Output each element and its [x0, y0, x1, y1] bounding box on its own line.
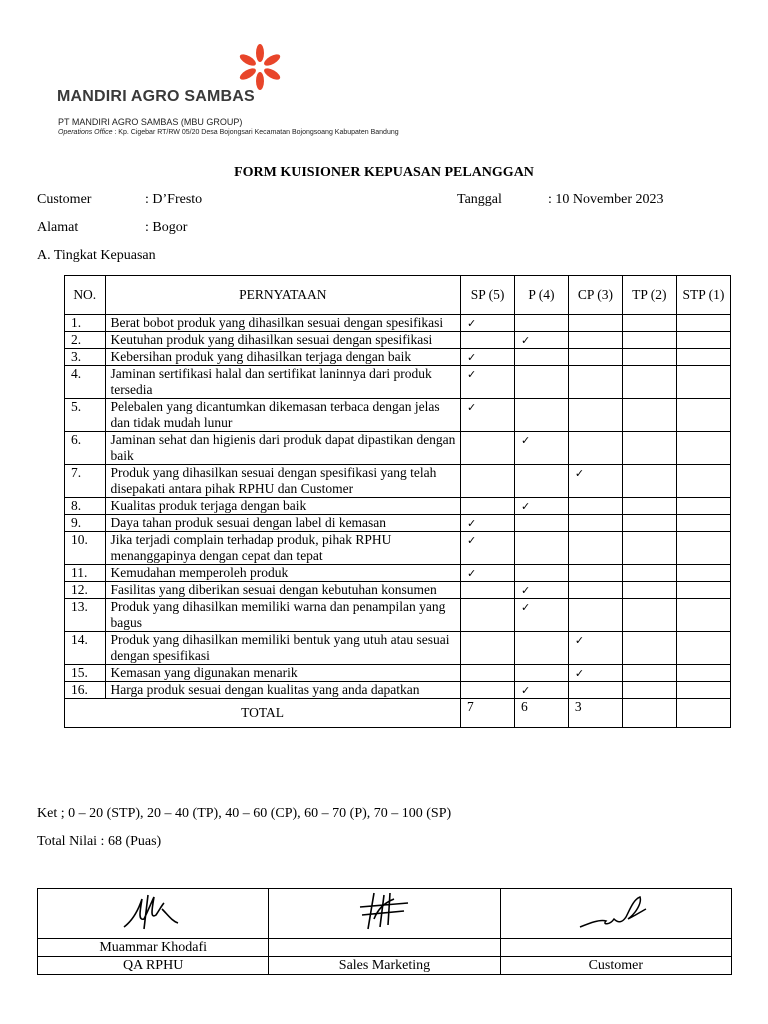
rating-cell [461, 399, 515, 432]
row-number: 12. [65, 582, 106, 599]
rating-cell [461, 599, 515, 632]
table-row [65, 349, 731, 366]
signature-customer [500, 889, 731, 939]
check-icon: ✓ [467, 317, 477, 330]
table-row [65, 332, 731, 349]
rating-cell [461, 682, 515, 699]
header-stp: STP (1) [676, 276, 730, 315]
rating-cell [568, 532, 622, 565]
rating-cell [568, 332, 622, 349]
row-number: 4. [65, 366, 106, 399]
rating-cell [622, 682, 676, 699]
row-statement: Jika terjadi complain terhadap produk, pihak RPHU menanggapinya dengan cepat dan tepat [105, 532, 461, 565]
rating-cell [568, 665, 622, 682]
signature-image-row [38, 889, 732, 939]
row-statement: Pelebalen yang dicantumkan dikemasan terbaca dengan jelas dan tidak mudah lunur [105, 399, 461, 432]
check-icon: ✓ [520, 601, 531, 614]
date-label: Tanggal [457, 192, 502, 207]
total-stp [676, 699, 730, 728]
check-icon: ✓ [467, 517, 477, 530]
rating-cell [622, 366, 676, 399]
rating-cell [622, 532, 676, 565]
rating-cell [676, 532, 730, 565]
rating-cell [514, 498, 568, 515]
table-row [65, 366, 731, 399]
rating-cell [568, 599, 622, 632]
table-row [65, 632, 731, 665]
rating-cell [622, 599, 676, 632]
total-label: TOTAL [65, 699, 461, 728]
rating-cell [461, 532, 515, 565]
check-icon: ✓ [467, 567, 477, 580]
date-value: : 10 November 2023 [548, 192, 664, 207]
check-icon: ✓ [467, 351, 477, 364]
rating-cell [461, 582, 515, 599]
rating-cell [622, 498, 676, 515]
rating-cell [461, 349, 515, 366]
customer-label: Customer [37, 192, 92, 207]
rating-cell [676, 465, 730, 498]
rating-cell [676, 315, 730, 332]
rating-cell [676, 498, 730, 515]
signature-customer-image [576, 889, 656, 933]
signer-role-qa: QA RPHU [38, 957, 269, 975]
rating-cell [461, 465, 515, 498]
rating-cell [461, 315, 515, 332]
rating-cell [568, 399, 622, 432]
check-icon: ✓ [574, 634, 585, 647]
rating-cell [622, 515, 676, 532]
row-number: 6. [65, 432, 106, 465]
row-number: 13. [65, 599, 106, 632]
row-number: 9. [65, 515, 106, 532]
rating-cell [622, 632, 676, 665]
section-title: A. Tingkat Kepuasan [37, 248, 156, 263]
row-number: 15. [65, 665, 106, 682]
total-tp [622, 699, 676, 728]
table-header-row [65, 276, 731, 315]
rating-cell [568, 498, 622, 515]
rating-cell [676, 682, 730, 699]
rating-cell [622, 565, 676, 582]
table-row [65, 599, 731, 632]
header-no: NO. [65, 276, 106, 315]
check-icon: ✓ [520, 434, 531, 447]
form-title: FORM KUISIONER KEPUASAN PELANGGAN [234, 165, 534, 180]
signature-sales [269, 889, 500, 939]
row-number: 2. [65, 332, 106, 349]
row-number: 3. [65, 349, 106, 366]
table-row [65, 665, 731, 682]
row-statement: Kualitas produk terjaga dengan baik [105, 498, 461, 515]
row-statement: Daya tahan produk sesuai dengan label di kemasan [105, 515, 461, 532]
row-statement: Jaminan sehat dan higienis dari produk dapat dipastikan dengan baik [105, 432, 461, 465]
customer-value: : D’Fresto [145, 192, 203, 207]
rating-cell [568, 465, 622, 498]
rating-cell [461, 632, 515, 665]
row-statement: Produk yang dihasilkan memiliki warna dan penampilan yang bagus [105, 599, 461, 632]
signer-role-sales: Sales Marketing [269, 957, 500, 975]
rating-cell [676, 665, 730, 682]
rating-cell [568, 315, 622, 332]
row-statement: Harga produk sesuai dengan kualitas yang anda dapatkan [105, 682, 461, 699]
rating-cell [622, 399, 676, 432]
rating-cell [514, 565, 568, 582]
check-icon: ✓ [467, 368, 477, 381]
rating-cell [676, 332, 730, 349]
table-row [65, 515, 731, 532]
rating-cell [568, 515, 622, 532]
header-p: P (4) [514, 276, 568, 315]
score-legend: Ket ; 0 – 20 (STP), 20 – 40 (TP), 40 – 60 (CP), 60 – 70 (P), 70 – 100 (SP) [37, 806, 452, 821]
rating-cell [514, 399, 568, 432]
rating-cell [676, 349, 730, 366]
signature-role-row [38, 957, 732, 975]
rating-cell [622, 315, 676, 332]
signature-qa-image [118, 889, 188, 933]
rating-cell [676, 432, 730, 465]
total-row [65, 699, 731, 728]
check-icon: ✓ [574, 667, 585, 680]
rating-cell [514, 432, 568, 465]
signature-sales-image [354, 889, 414, 933]
row-statement: Keutuhan produk yang dihasilkan sesuai dengan spesifikasi [105, 332, 461, 349]
rating-cell [676, 565, 730, 582]
rating-cell [461, 515, 515, 532]
rating-cell [622, 349, 676, 366]
table-row [65, 682, 731, 699]
rating-cell [514, 515, 568, 532]
satisfaction-table [64, 275, 731, 728]
company-logo-text: MANDIRI AGRO SAMBAS [57, 88, 255, 105]
check-icon: ✓ [467, 534, 477, 547]
row-statement: Produk yang dihasilkan memiliki bentuk yang utuh atau sesuai dengan spesifikasi [105, 632, 461, 665]
header-sp: SP (5) [461, 276, 515, 315]
rating-cell [676, 366, 730, 399]
total-score: Total Nilai : 68 (Puas) [37, 834, 162, 849]
row-statement: Jaminan sertifikasi halal dan sertifikat laninnya dari produk tersedia [105, 366, 461, 399]
rating-cell [514, 582, 568, 599]
row-statement: Kemasan yang digunakan menarik [105, 665, 461, 682]
rating-cell [568, 366, 622, 399]
rating-cell [514, 632, 568, 665]
signer-name-customer [500, 939, 731, 957]
rating-cell [514, 315, 568, 332]
rating-cell [461, 665, 515, 682]
company-logo-icon [234, 42, 286, 92]
rating-cell [461, 432, 515, 465]
rating-cell [461, 366, 515, 399]
rating-cell [514, 665, 568, 682]
rating-cell [461, 332, 515, 349]
row-number: 11. [65, 565, 106, 582]
rating-cell [676, 632, 730, 665]
rating-cell [568, 432, 622, 465]
rating-cell [622, 465, 676, 498]
table-row [65, 565, 731, 582]
signer-name-sales [269, 939, 500, 957]
row-statement: Berat bobot produk yang dihasilkan sesuai dengan spesifikasi [105, 315, 461, 332]
rating-cell [514, 366, 568, 399]
rating-cell [622, 665, 676, 682]
operations-address-text: : Kp. Cigebar RT/RW 05/20 Desa Bojongsari Kecamatan Bojongsoang Kabupaten Bandung [112, 129, 399, 136]
table-row [65, 399, 731, 432]
total-p: 6 [514, 699, 568, 728]
signature-table [37, 888, 732, 975]
row-statement: Fasilitas yang diberikan sesuai dengan kebutuhan konsumen [105, 582, 461, 599]
rating-cell [461, 565, 515, 582]
signer-name-qa: Muammar Khodafi [38, 939, 269, 957]
rating-cell [676, 582, 730, 599]
row-number: 7. [65, 465, 106, 498]
header-cp: CP (3) [568, 276, 622, 315]
signer-role-customer: Customer [500, 957, 731, 975]
rating-cell [568, 565, 622, 582]
rating-cell [514, 465, 568, 498]
rating-cell [461, 498, 515, 515]
check-icon: ✓ [520, 334, 531, 347]
rating-cell [568, 682, 622, 699]
rating-cell [568, 349, 622, 366]
total-sp: 7 [461, 699, 515, 728]
check-icon: ✓ [467, 401, 477, 414]
check-icon: ✓ [574, 467, 585, 480]
rating-cell [676, 515, 730, 532]
rating-cell [514, 332, 568, 349]
table-row [65, 432, 731, 465]
signature-qa [38, 889, 269, 939]
row-number: 16. [65, 682, 106, 699]
rating-cell [514, 599, 568, 632]
row-statement: Produk yang dihasilkan sesuai dengan spesifikasi yang telah disepakati antara pihak RPHU dan Customer [105, 465, 461, 498]
check-icon: ✓ [520, 584, 531, 597]
row-number: 10. [65, 532, 106, 565]
rating-cell [568, 632, 622, 665]
rating-cell [514, 349, 568, 366]
row-number: 1. [65, 315, 106, 332]
address-label: Alamat [37, 220, 79, 235]
table-row [65, 465, 731, 498]
rating-cell [514, 532, 568, 565]
rating-cell [622, 582, 676, 599]
row-number: 5. [65, 399, 106, 432]
check-icon: ✓ [520, 684, 531, 697]
operations-label: Operations Office [58, 129, 113, 136]
rating-cell [514, 682, 568, 699]
header-tp: TP (2) [622, 276, 676, 315]
rating-cell [622, 332, 676, 349]
rating-cell [676, 399, 730, 432]
total-cp: 3 [568, 699, 622, 728]
row-number: 8. [65, 498, 106, 515]
check-icon: ✓ [520, 500, 531, 513]
operations-address [58, 129, 399, 136]
row-number: 14. [65, 632, 106, 665]
signature-name-row [38, 939, 732, 957]
table-row [65, 582, 731, 599]
rating-cell [622, 432, 676, 465]
rating-cell [676, 599, 730, 632]
table-row [65, 498, 731, 515]
rating-cell [568, 582, 622, 599]
address-value: : Bogor [145, 220, 188, 235]
row-statement: Kebersihan produk yang dihasilkan terjaga dengan baik [105, 349, 461, 366]
row-statement: Kemudahan memperoleh produk [105, 565, 461, 582]
table-row [65, 532, 731, 565]
table-row [65, 315, 731, 332]
header-statement: PERNYATAAN [105, 276, 461, 315]
company-name: PT MANDIRI AGRO SAMBAS (MBU GROUP) [58, 117, 243, 127]
